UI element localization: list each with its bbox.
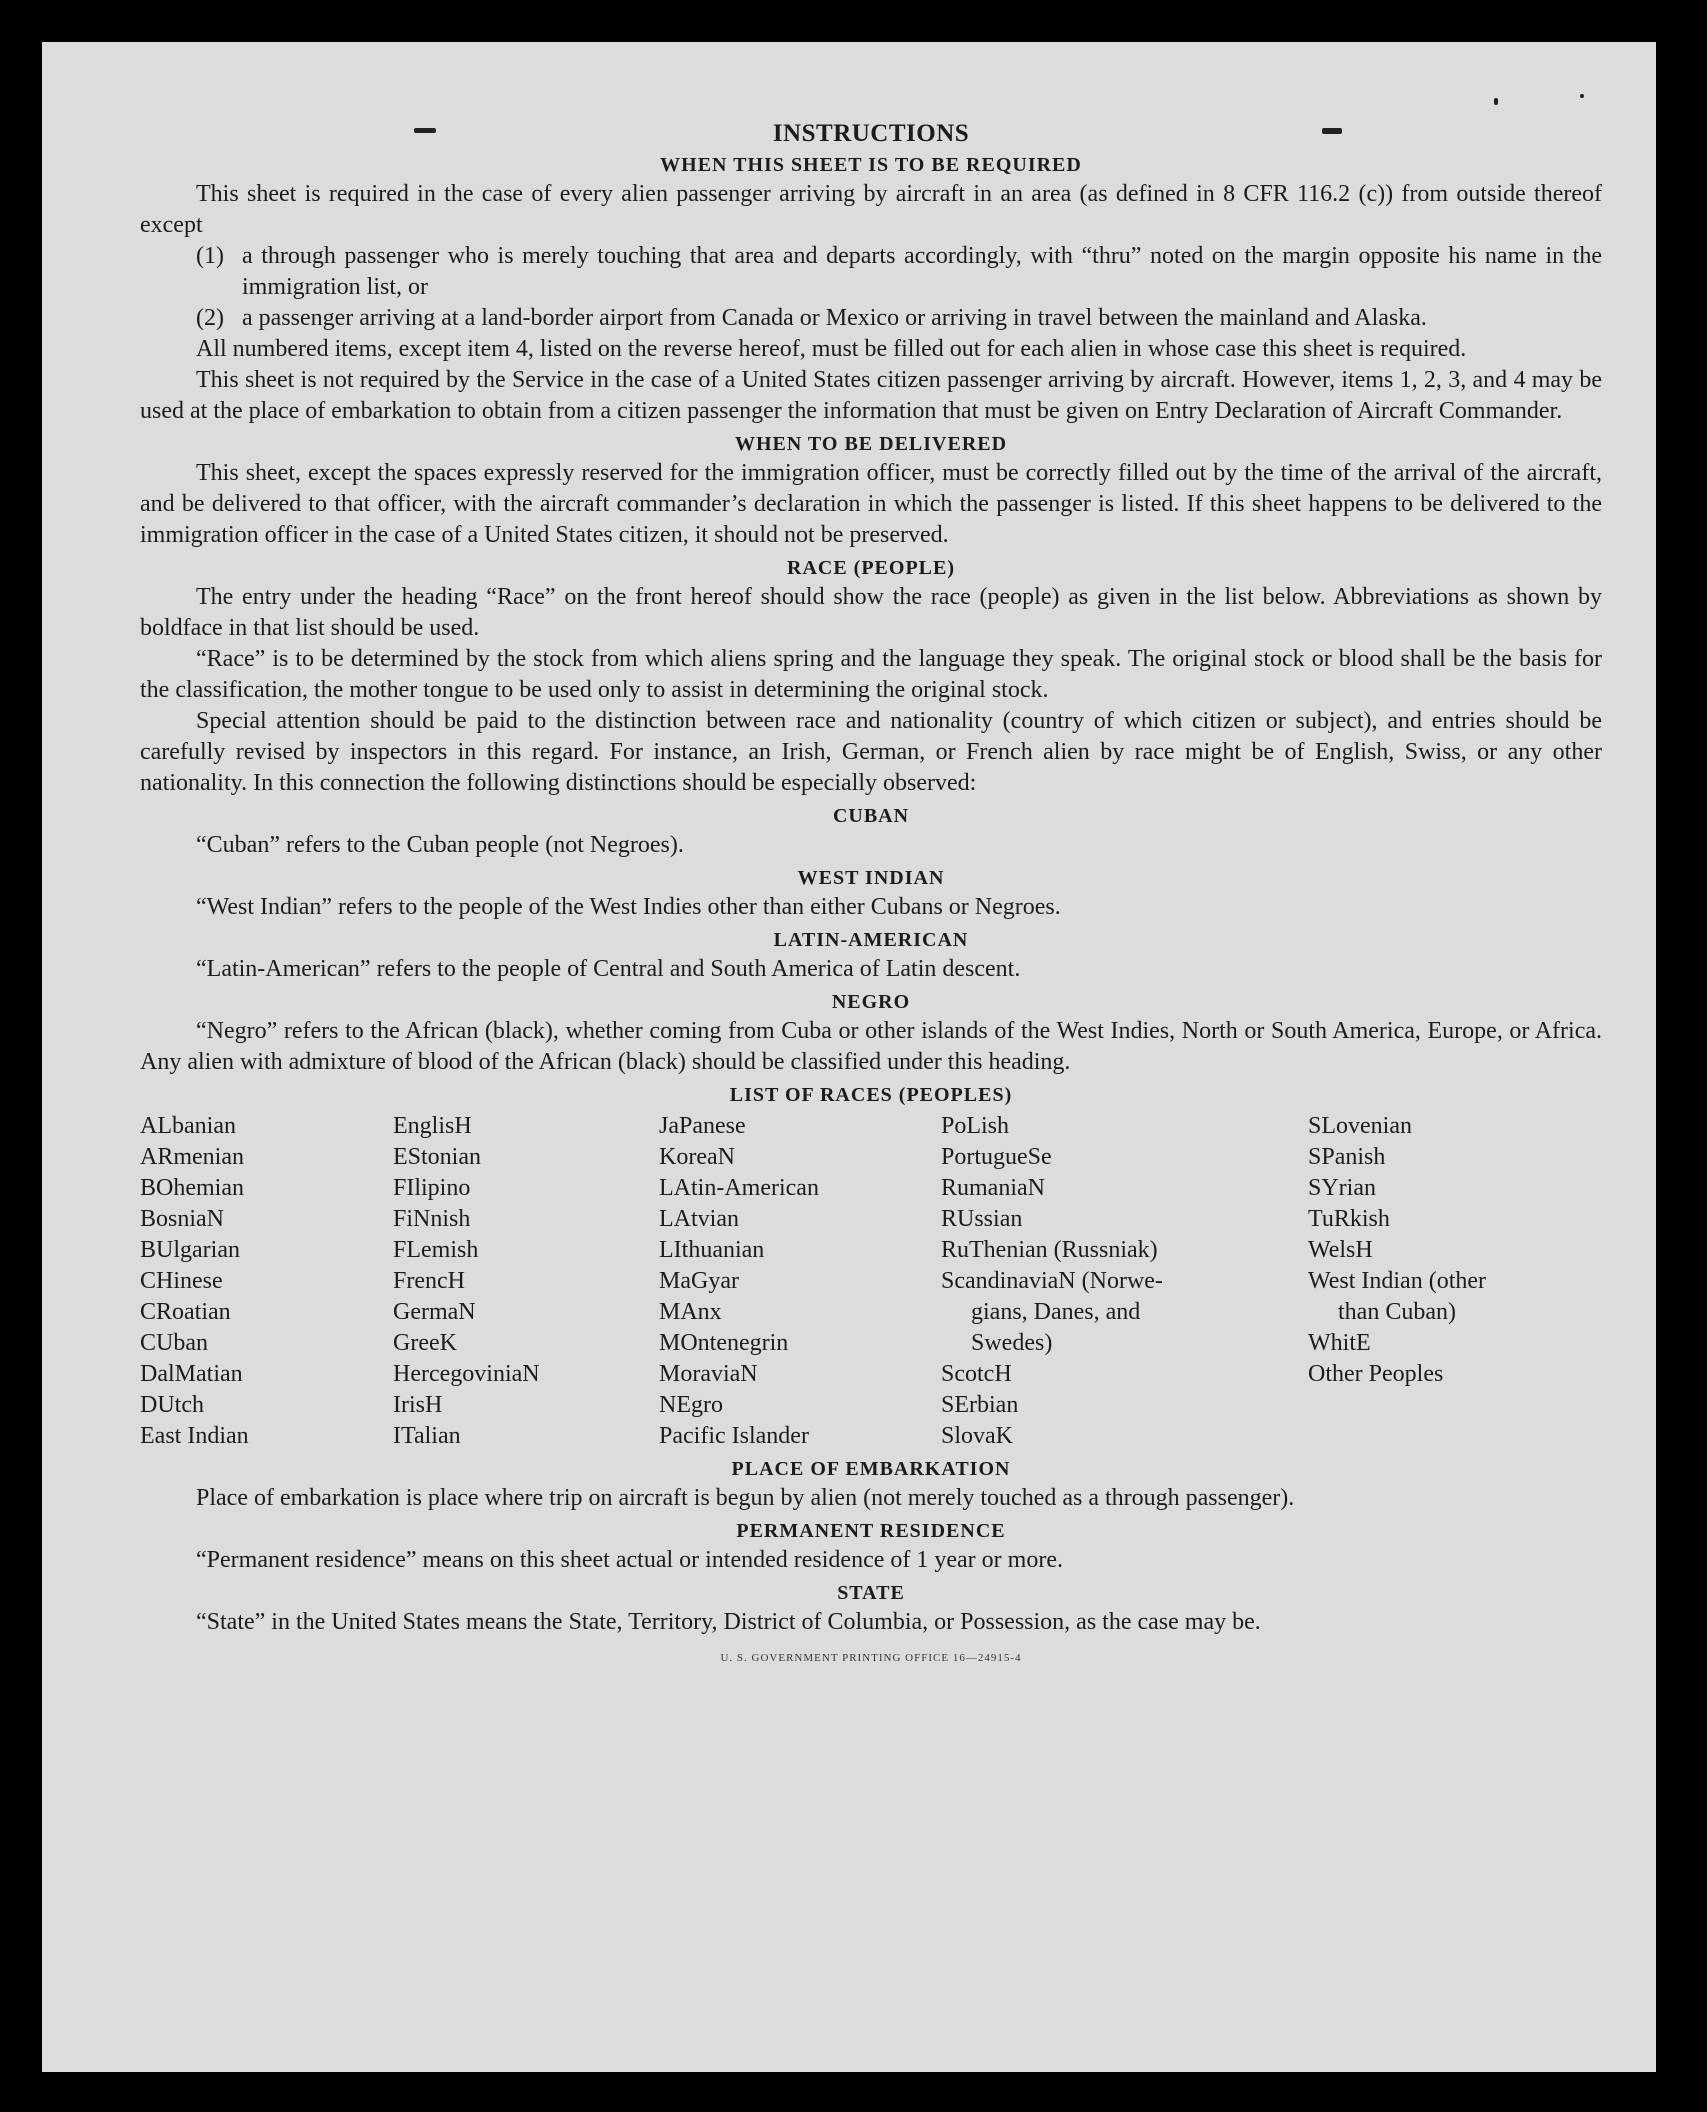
race-entry: BosniaN: [140, 1206, 224, 1232]
paragraph: Place of embarkation is place where trip on aircraft is begun by alien (not merely touched as a through passenger).: [196, 1485, 1295, 1511]
race-entry-continued: gians, Danes, and: [971, 1299, 1141, 1325]
race-entry: PortugueSe: [941, 1144, 1052, 1170]
race-entry: IrisH: [393, 1392, 443, 1418]
heading-state: STATE: [837, 1582, 905, 1604]
paragraph: The entry under the heading “Race” on the front hereof should show the race (people) as given in the list below. Abbreviations as shown by boldface in that list should be used.: [140, 584, 1602, 641]
paragraph: This sheet is required in the case of every alien passenger arriving by aircraft in an area (as defined in 8 CFR 116.2 (c)) from outside thereof except: [140, 181, 1602, 238]
item-text: a passenger arriving at a land-border airport from Canada or Mexico or arriving in travel between the mainland and Alaska.: [242, 305, 1427, 331]
race-entry: BUlgarian: [140, 1237, 240, 1263]
exception-item: [140, 303, 1602, 334]
race-entry: DUtch: [140, 1392, 204, 1418]
race-entry: NEgro: [659, 1392, 723, 1418]
race-entry: SErbian: [941, 1392, 1019, 1418]
race-entry: GermaN: [393, 1299, 476, 1325]
heading-required: WHEN THIS SHEET IS TO BE REQUIRED: [660, 154, 1082, 176]
paragraph: “Negro” refers to the African (black), whether coming from Cuba or other islands of the West Indies, North or South America, Europe, or Africa. Any alien with admixture of blood of the African (black) should be classified under this heading.: [140, 1018, 1602, 1075]
heading-race: RACE (PEOPLE): [787, 557, 955, 579]
race-entry: DalMatian: [140, 1361, 243, 1387]
race-entry: LAtvian: [659, 1206, 739, 1232]
race-entry: MAnx: [659, 1299, 722, 1325]
race-entry-continued: than Cuban): [1338, 1299, 1456, 1325]
race-column-2: [393, 1111, 659, 1452]
race-entry: ARmenian: [140, 1144, 244, 1170]
race-entry: TuRkish: [1308, 1206, 1390, 1232]
speck: [1580, 94, 1584, 98]
race-entry: ALbanian: [140, 1113, 236, 1139]
race-entry-continued: Swedes): [971, 1330, 1053, 1356]
race-entry: FLemish: [393, 1237, 479, 1263]
exception-item: [140, 241, 1602, 303]
race-entry: MaGyar: [659, 1268, 739, 1294]
heading-west-indian: WEST INDIAN: [797, 867, 945, 889]
race-entry: BOhemian: [140, 1175, 244, 1201]
race-entry: RuThenian (Russniak): [941, 1237, 1158, 1263]
race-entry: WhitE: [1308, 1330, 1371, 1356]
paragraph: This sheet, except the spaces expressly reserved for the immigration officer, must be correctly filled out by the time of the arrival of the aircraft, and be delivered to that officer, with the aircraft commander’s declaration in which the passenger is listed. If this sheet happens to be delivered to the immigration officer in the case of a United States citizen, it should not be preserved.: [140, 460, 1602, 548]
race-entry: FiNnish: [393, 1206, 471, 1232]
race-entry: FrencH: [393, 1268, 465, 1294]
race-entry: CHinese: [140, 1268, 223, 1294]
paragraph: “West Indian” refers to the people of the West Indies other than either Cubans or Negroes.: [196, 894, 1061, 920]
race-entry: WelsH: [1308, 1237, 1373, 1263]
heading-permanent-residence: PERMANENT RESIDENCE: [736, 1520, 1006, 1542]
race-entry: SlovaK: [941, 1423, 1013, 1449]
race-entry: SPanish: [1308, 1144, 1386, 1170]
heading-delivered: WHEN TO BE DELIVERED: [734, 433, 1008, 455]
paragraph: “Permanent residence” means on this sheet actual or intended residence of 1 year or more.: [196, 1547, 1063, 1573]
race-entry: CUban: [140, 1330, 208, 1356]
race-entry: EnglisH: [393, 1113, 472, 1139]
race-entry: MOntenegrin: [659, 1330, 789, 1356]
printer-imprint: U. S. GOVERNMENT PRINTING OFFICE 16—24915-4: [720, 1652, 1022, 1664]
race-entry: HercegoviniaN: [393, 1361, 540, 1387]
race-entry: RumaniaN: [941, 1175, 1045, 1201]
race-column-5: [1308, 1111, 1602, 1452]
race-entry: SLovenian: [1308, 1113, 1412, 1139]
instructions-body: [140, 120, 1602, 1664]
race-entry: SYrian: [1308, 1175, 1376, 1201]
race-entry: West Indian (other: [1308, 1268, 1487, 1294]
race-column-1: [140, 1111, 393, 1452]
heading-negro: NEGRO: [831, 991, 911, 1013]
speck: [1494, 98, 1498, 105]
document-page: [42, 42, 1656, 2072]
race-entry: JaPanese: [659, 1113, 746, 1139]
heading-cuban: CUBAN: [832, 805, 910, 827]
heading-latin-american: LATIN-AMERICAN: [773, 929, 969, 951]
heading-list-of-races: LIST OF RACES (PEOPLES): [729, 1084, 1013, 1106]
item-text: a through passenger who is merely touching that area and departs accordingly, with “thru” noted on the margin opposite his name in the immigration list, or: [242, 243, 1602, 300]
race-entry: ScandinaviaN (Norwe-: [941, 1268, 1163, 1294]
page-title: INSTRUCTIONS: [772, 120, 970, 147]
race-entry: ScotcH: [941, 1361, 1012, 1387]
race-entry: East Indian: [140, 1423, 249, 1449]
race-entry: KoreaN: [659, 1144, 735, 1170]
race-entry: EStonian: [393, 1144, 481, 1170]
race-list: [140, 1111, 1602, 1452]
paragraph: All numbered items, except item 4, listed on the reverse hereof, must be filled out for each alien in whose case this sheet is required.: [196, 336, 1467, 362]
paragraph: “State” in the United States means the State, Territory, District of Columbia, or Possession, as the case may be.: [196, 1609, 1261, 1635]
paragraph: “Latin-American” refers to the people of Central and South America of Latin descent.: [196, 956, 1021, 982]
paragraph: “Cuban” refers to the Cuban people (not Negroes).: [196, 832, 684, 858]
race-column-3: [659, 1111, 941, 1452]
race-entry: CRoatian: [140, 1299, 231, 1325]
heading-embarkation: PLACE OF EMBARKATION: [731, 1458, 1011, 1480]
race-entry: MoraviaN: [659, 1361, 758, 1387]
race-entry: GreeK: [393, 1330, 457, 1356]
item-number: (1): [196, 243, 224, 269]
race-entry: FIlipino: [393, 1175, 471, 1201]
race-entry: LIthuanian: [659, 1237, 765, 1263]
race-entry: Pacific Islander: [659, 1423, 809, 1449]
paragraph: Special attention should be paid to the distinction between race and nationality (country of which citizen or subject), and entries should be carefully revised by inspectors in this regard. For instance, an Irish, German, or French alien by race might be of English, Swiss, or any other nationality. In this connection the following distinctions should be especially observed:: [140, 708, 1602, 796]
race-entry: LAtin-American: [659, 1175, 819, 1201]
race-entry: PoLish: [941, 1113, 1010, 1139]
race-column-4: [941, 1111, 1308, 1452]
item-number: (2): [196, 305, 224, 331]
race-entry: RUssian: [941, 1206, 1023, 1232]
race-entry: Other Peoples: [1308, 1361, 1444, 1387]
race-entry: ITalian: [393, 1423, 461, 1449]
paragraph: This sheet is not required by the Service in the case of a United States citizen passenger arriving by aircraft. However, items 1, 2, 3, and 4 may be used at the place of embarkation to obtain from a citizen passenger the information that must be given on Entry Declaration of Aircraft Commander.: [140, 367, 1602, 424]
paragraph: “Race” is to be determined by the stock from which aliens spring and the language they speak. The original stock or blood shall be the basis for the classification, the mother tongue to be used only to assist in determining the original stock.: [140, 646, 1602, 703]
